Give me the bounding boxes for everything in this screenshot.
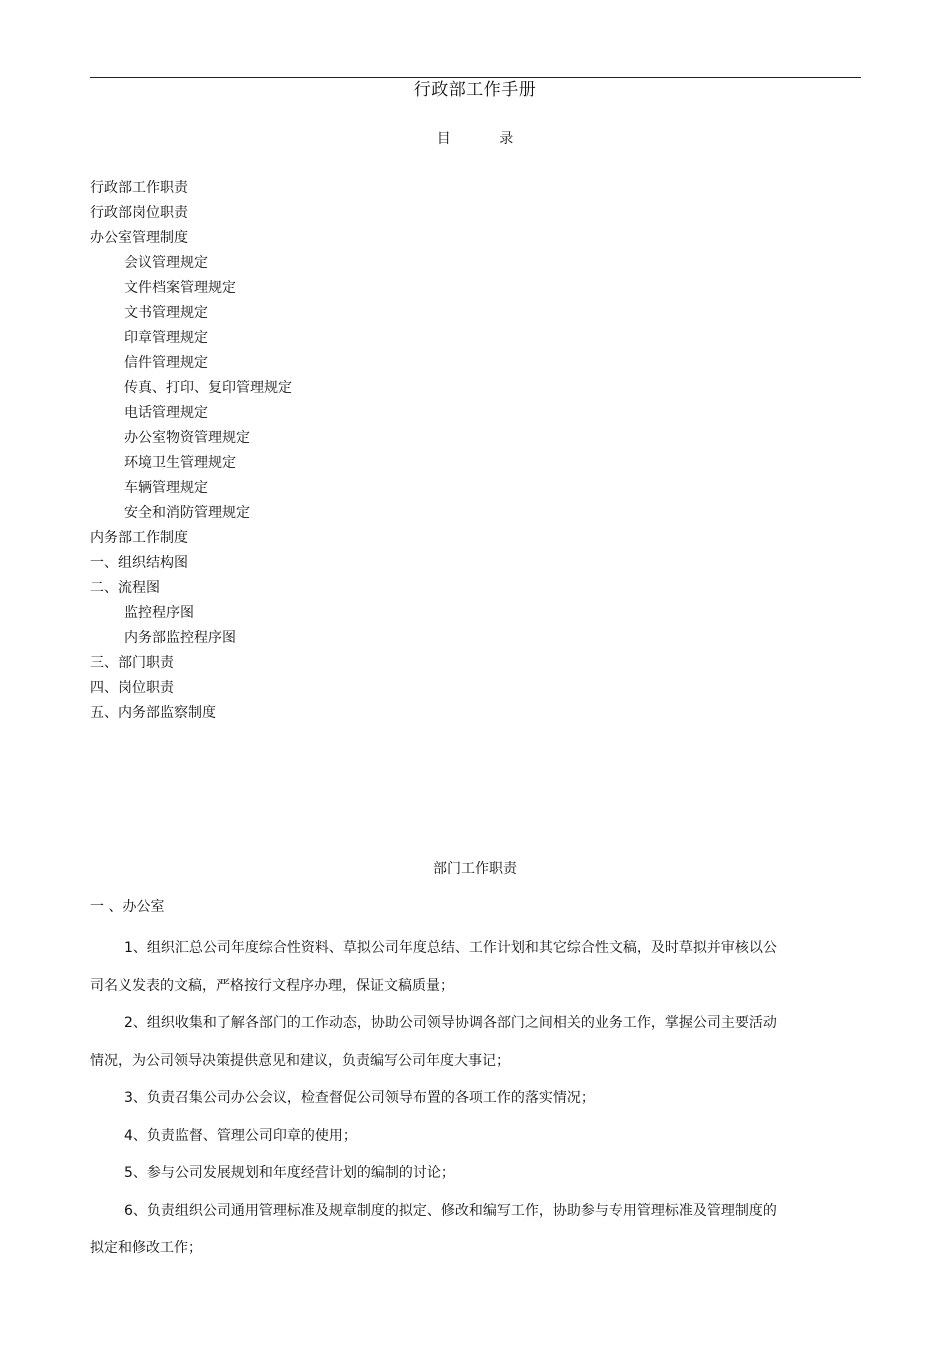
toc-item: 行政部工作职责 [90, 180, 188, 196]
toc-item: 二、流程图 [90, 580, 160, 596]
toc-item: 文件档案管理规定 [124, 280, 236, 296]
toc-item: 信件管理规定 [124, 355, 208, 371]
section-title: 部门工作职责 [433, 861, 517, 877]
toc-item: 监控程序图 [124, 605, 194, 621]
toc-item: 一、组织结构图 [90, 555, 188, 571]
duty-paragraph: 1、组织汇总公司年度综合性资料、草拟公司年度总结、工作计划和其它综合性文稿，及时草拟并审核以公司名义发表的文稿，严格按行文程序办理，保证文稿质量； [90, 940, 777, 994]
toc-item: 三、部门职责 [90, 655, 174, 671]
duties-list [90, 930, 790, 1268]
header-rule [90, 77, 861, 78]
document-title: 行政部工作手册 [413, 80, 537, 100]
toc-item: 文书管理规定 [124, 305, 208, 321]
duty-paragraph: 4、负责监督、管理公司印章的使用； [124, 1127, 357, 1144]
toc-heading: 目 录 [436, 131, 536, 147]
toc-item: 行政部岗位职责 [90, 205, 188, 221]
duty-paragraph: 3、负责召集公司办公会议，检查督促公司领导布置的各项工作的落实情况； [124, 1090, 595, 1106]
toc-item: 传真、打印、复印管理规定 [124, 380, 292, 396]
toc-item: 印章管理规定 [124, 330, 208, 346]
toc-item: 办公室管理制度 [90, 230, 188, 246]
toc-item: 内务部监控程序图 [124, 630, 236, 646]
duty-paragraph: 2、组织收集和了解各部门的工作动态，协助公司领导协调各部门之间相关的业务工作，掌握公司主要活动情况，为公司领导决策提供意见和建议，负责编写公司年度大事记； [90, 1015, 777, 1069]
toc-item: 会议管理规定 [124, 255, 208, 271]
sub-heading-office: 一 、办公室 [90, 899, 165, 915]
duty-paragraph: 6、负责组织公司通用管理标准及规章制度的拟定、修改和编写工作，协助参与专用管理标准及管理制度的拟定和修改工作； [90, 1202, 777, 1256]
toc-item: 环境卫生管理规定 [124, 455, 236, 471]
table-of-contents [90, 178, 790, 728]
toc-item: 四、岗位职责 [90, 680, 174, 696]
toc-item: 内务部工作制度 [90, 530, 188, 546]
toc-item: 五、内务部监察制度 [90, 705, 216, 721]
toc-item: 安全和消防管理规定 [124, 505, 250, 521]
toc-item: 电话管理规定 [124, 405, 208, 421]
duty-paragraph: 5、参与公司发展规划和年度经营计划的编制的讨论； [124, 1165, 455, 1181]
toc-item: 车辆管理规定 [124, 480, 208, 496]
toc-item: 办公室物资管理规定 [124, 430, 250, 446]
